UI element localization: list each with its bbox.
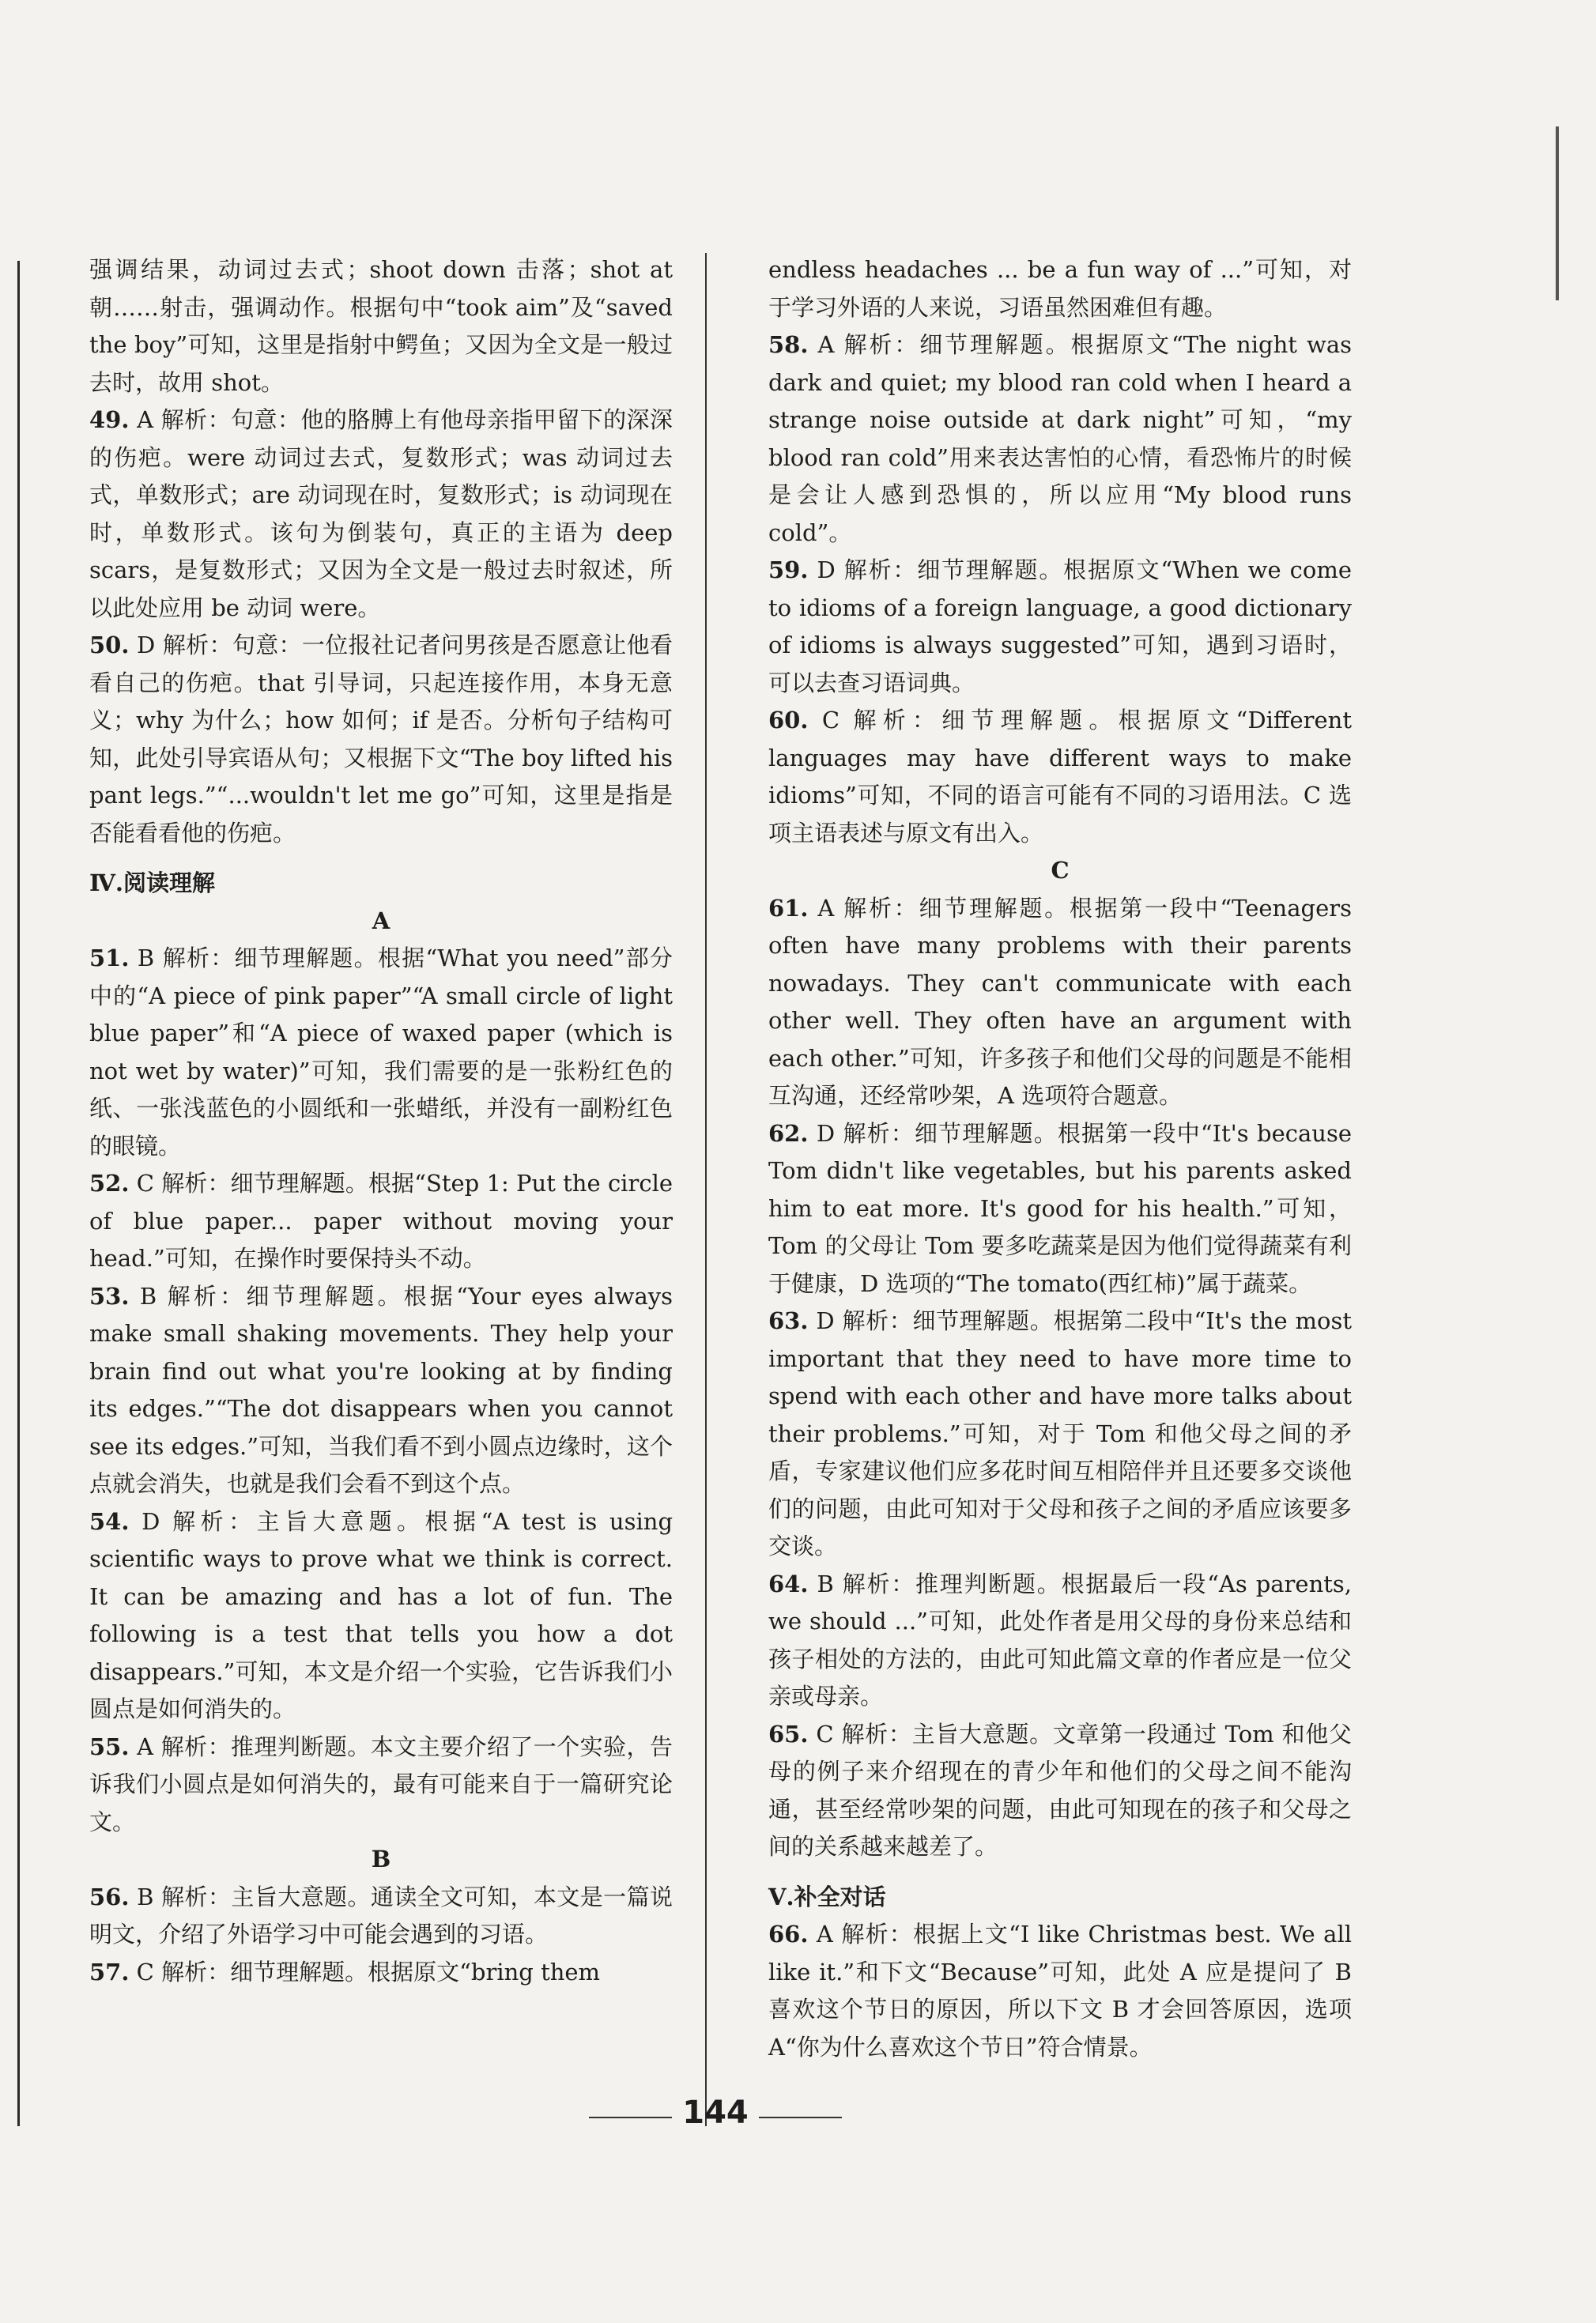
question-number: 53.: [89, 1282, 130, 1310]
footer-rule-right: [759, 2117, 842, 2118]
footer-rule-left: [589, 2117, 672, 2118]
answer-item: [768, 890, 1352, 1115]
answer-item: [768, 1566, 1352, 1716]
answer-item: [89, 402, 673, 627]
passage-label: C: [1051, 857, 1070, 884]
answer-item: [89, 627, 673, 852]
answer-text: B 解析：细节理解题。根据“Your eyes always make small shaking movements. They help your brain find out what you're looking at by finding its edges.”“The dot disappears when you cannot see its edges.”可知，当我们看不到小圆点边缘时，这个点就会消失，也就是我们会看不到这个点。: [89, 1282, 673, 1497]
continued-text: endless headaches ... be a fun way of ...”可知，对于学习外语的人来说，习语虽然困难但有趣。: [768, 256, 1352, 321]
page-footer: [0, 2095, 1596, 2142]
right-column: [768, 251, 1352, 2066]
question-number: 55.: [89, 1733, 130, 1760]
answer-item: [768, 1916, 1352, 2066]
answer-item: [768, 552, 1352, 702]
left-column: [89, 251, 673, 1991]
question-number: 58.: [768, 331, 809, 358]
page-number: 144: [682, 2095, 749, 2131]
answer-item: [768, 1716, 1352, 1866]
question-number: 65.: [768, 1720, 809, 1748]
passage-label: A: [372, 907, 391, 934]
left-margin-rule: [17, 261, 20, 2126]
column-divider: [705, 253, 707, 2126]
question-number: 59.: [768, 556, 809, 583]
answer-text: D 解析：细节理解题。根据第一段中“It's because Tom didn't like vegetables, but his parents asked him to eat more. It's good for his health.”可知，Tom 的父母让 Tom 要多吃蔬菜是因为他们觉得蔬菜有利于健康，D 选项的“The tomato(西红柿)”属于蔬菜。: [768, 1119, 1353, 1297]
question-number: 56.: [89, 1883, 130, 1910]
answer-text: A 解析：细节理解题。根据第一段中“Teenagers often have many problems with their parents nowadays. They can't communicate with each other well. They often have an argument with each other.”可知，许多孩子和他们父母的问题是不能相互沟通，还经常吵架，A 选项符合题意。: [768, 894, 1352, 1109]
passage-label: B: [371, 1846, 391, 1872]
answer-text: A 解析：根据上文“I like Christmas best. We all like it.”和下文“Because”可知，此处 A 应是提问了 B 喜欢这个节日的原因，所以下文 B 才会回答原因，选项 A“你为什么喜欢这个节日”符合情景。: [768, 1921, 1352, 2061]
answer-item: [89, 1503, 673, 1729]
answer-item: [768, 326, 1352, 552]
answer-item: [89, 1278, 673, 1503]
answer-text: D 解析：主旨大意题。根据“A test is using scientific ways to prove what we think is correct. It can be amazing and has a lot of fun. The following is a test that tells you how a dot disappears.”可知，本文是介绍一个实验，它告诉我们小圆点是如何消失的。: [89, 1507, 673, 1722]
question-number: 64.: [768, 1570, 809, 1597]
section-heading: Ⅴ.补全对话: [768, 1883, 886, 1910]
answer-text: B 解析：主旨大意题。通读全文可知，本文是一篇说明文，介绍了外语学习中可能会遇到的习语。: [89, 1883, 673, 1948]
answer-text: B 解析：推理判断题。根据最后一段“As parents, we should ...”可知，此处作者是用父母的身份来总结和孩子相处的方法的，由此可知此篇文章的作者应是一位父亲或母亲。: [768, 1570, 1352, 1710]
answer-text: D 解析：细节理解题。根据原文“When we come to idioms of a foreign language, a good dictionary of idioms is always suggested”可知，遇到习语时，可以去查习语词典。: [768, 556, 1353, 696]
answer-text: C 解析：细节理解题。根据原文“Different languages may have different ways to make idioms”可知，不同的语言可能有不同的习语用法。C 选项主语表述与原文有出入。: [768, 707, 1352, 847]
question-number: 51.: [89, 945, 130, 971]
question-number: 54.: [89, 1507, 130, 1535]
answer-item: [768, 1303, 1352, 1566]
question-number: 57.: [89, 1958, 130, 1985]
answer-item: [89, 1729, 673, 1842]
answer-text: D 解析：细节理解题。根据第二段中“It's the most important that they need to have more time to spend with each other and have more talks about their problems.”可知，对于 Tom 和他父母之间的矛盾，专家建议他们应多花时间互相陪伴并且还要多交谈他们的问题，由此可知对于父母和孩子之间的矛盾应该要多交谈。: [768, 1307, 1353, 1559]
question-number: 61.: [768, 894, 809, 922]
answer-item: [768, 1115, 1352, 1303]
question-number: 52.: [89, 1170, 130, 1197]
scan-edge-mark: [1556, 126, 1559, 300]
answer-item: [89, 1165, 673, 1278]
answer-item: [89, 1954, 673, 1992]
answer-item: [768, 702, 1352, 852]
answer-text: A 解析：细节理解题。根据原文“The night was dark and quiet; my blood ran cold when I heard a strange noise outside at dark night”可知，“my blood ran cold”用来表达害怕的心情，看恐怖片的时候是会让人感到恐惧的，所以应用“My blood runs cold”。: [768, 331, 1352, 546]
answer-item: [89, 940, 673, 1165]
answer-text: B 解析：细节理解题。根据“What you need”部分中的“A piece of pink paper”“A small circle of light blue paper”和“A piece of waxed paper (which is not wet by water)”可知，我们需要的是一张粉红色的纸、一张浅蓝色的小圆纸和一张蜡纸，并没有一副粉红色的眼镜。: [89, 945, 673, 1160]
question-number: 62.: [768, 1119, 809, 1147]
answer-text: A 解析：句意：他的胳膊上有他母亲指甲留下的深深的伤疤。were 动词过去式，复数形式；was 动词过去式，单数形式；are 动词现在时，复数形式；is 动词现在时，单数形式。该句为倒装句，真正的主语为 deep scars，是复数形式；又因为全文是一般过去时叙述，所以此处应用 be 动词 were。: [89, 406, 673, 621]
continued-text: 强调结果，动词过去式；shoot down 击落；shot at 朝……射击，强调动作。根据句中“took aim”及“saved the boy”可知，这里是指射中鳄鱼；又因为全文是一般过去时，故用 shot。: [89, 256, 673, 396]
answer-item: [89, 1879, 673, 1954]
answer-text: D 解析：句意：一位报社记者问男孩是否愿意让他看看自己的伤疤。that 引导词，只起连接作用，本身无意义；why 为什么；how 如何；if 是否。分析句子结构可知，此处引导宾语从句；又根据下文“The boy lifted his pant legs.”“...wouldn't let me go”可知，这里是指是否能看看他的伤疤。: [89, 632, 673, 847]
question-number: 60.: [768, 707, 809, 733]
answer-text: C 解析：细节理解题。根据“Step 1: Put the circle of blue paper... paper without moving your head.”可知，在操作时要保持头不动。: [89, 1170, 673, 1272]
answer-text: A 解析：推理判断题。本文主要介绍了一个实验，告诉我们小圆点是如何消失的，最有可能来自于一篇研究论文。: [89, 1733, 673, 1835]
question-number: 49.: [89, 406, 130, 433]
section-heading: Ⅳ.阅读理解: [89, 869, 216, 896]
question-number: 50.: [89, 632, 130, 658]
question-number: 66.: [768, 1921, 809, 1948]
answer-text: C 解析：细节理解题。根据原文“bring them: [136, 1958, 601, 1985]
question-number: 63.: [768, 1307, 809, 1334]
answer-text: C 解析：主旨大意题。文章第一段通过 Tom 和他父母的例子来介绍现在的青少年和他们的父母之间不能沟通，甚至经常吵架的问题，由此可知现在的孩子和父母之间的关系越来越差了。: [768, 1720, 1352, 1860]
